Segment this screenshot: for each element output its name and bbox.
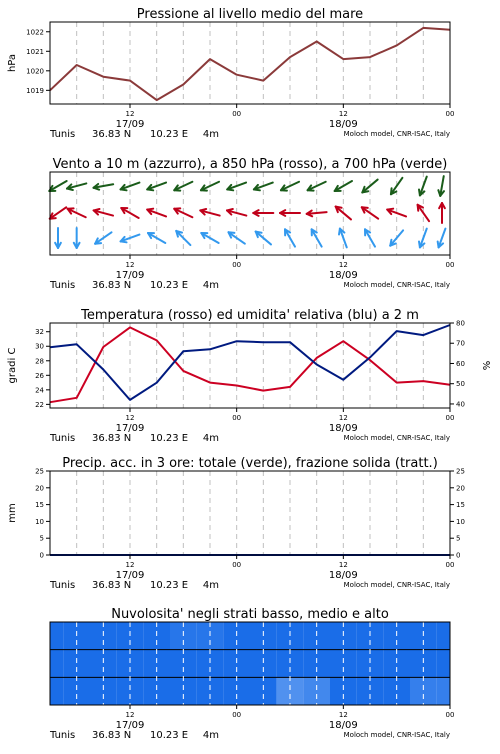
location-alt: 4m [203,433,219,444]
location-lon: 10.23 E [150,280,188,291]
x-date-label: 17/09 [116,570,145,581]
y-tick-label: 26 [35,372,44,380]
location-alt: 4m [203,580,219,591]
chart-title: Nuvolosita' negli strati basso, medio e alto [111,607,389,622]
model-credit: Moloch model, CNR-ISAC, Italy [344,434,450,442]
wind-arrow-head [94,209,100,210]
location-name: Tunis [49,280,75,291]
y-axis-label: hPa [7,54,18,72]
y-tick-label: 1021 [26,48,44,56]
wind-arrow [439,203,445,223]
cloud-cell [383,677,410,705]
y-tick-label: 32 [35,328,44,336]
y-right-tick-label: 80 [456,320,465,328]
y-right-tick-label: 60 [456,360,465,368]
x-tick-label: 12 [126,110,135,118]
y-right-tick-label: 50 [456,380,465,388]
x-tick-label: 12 [126,561,135,569]
y-right-tick-label: 25 [456,468,465,476]
location-name: Tunis [49,129,75,140]
y-right-tick-label: 10 [456,518,465,526]
cloud-cell [410,677,437,705]
x-date-label: 18/09 [329,270,358,281]
cloud-cell [277,677,304,705]
cloud-cell [143,677,170,705]
x-tick-label: 00 [446,711,455,719]
wind-arrow-head [362,207,368,208]
x-tick-label: 00 [232,711,241,719]
y-right-axis-label: % [482,361,493,371]
cloud-cell [330,677,357,705]
x-tick-label: 12 [339,110,348,118]
location-lon: 10.23 E [150,129,188,140]
y-right-tick-label: 0 [456,552,460,560]
y-tick-label: 22 [35,401,44,409]
wind-arrow [391,178,402,194]
x-date-label: 17/09 [116,423,145,434]
y-right-tick-label: 20 [456,484,465,492]
cloud-cell [117,677,144,705]
location-lon: 10.23 E [150,580,188,591]
wind-arrow-head [390,240,391,246]
wind-arrow-head [200,209,206,210]
wind-arrow [228,232,244,243]
x-tick-label: 12 [126,261,135,269]
wind-arrow-head [336,207,342,208]
location-lat: 36.83 N [92,129,131,140]
series-line-0 [50,28,450,100]
cloud-cell [50,650,63,678]
wind-arrow [55,228,61,248]
cloud-cell [197,677,224,705]
wind-arrow [256,232,271,245]
wind-arrow [438,176,444,196]
y-tick-label: 1020 [26,67,44,75]
wind-arrow-shaft [176,231,190,245]
plot-frame [50,323,450,408]
panel-3 [77,471,424,555]
cloud-cell [90,677,117,705]
wind-arrow [95,232,111,243]
y-tick-label: 28 [35,357,44,365]
plot-frame [50,22,450,104]
chart-title: Pressione al livello medio del mare [137,7,363,22]
location-lat: 36.83 N [92,730,131,741]
wind-arrow-head [438,241,439,247]
y-tick-label: 1022 [26,28,44,36]
y-right-tick-label: 40 [456,400,465,408]
location-alt: 4m [203,280,219,291]
x-tick-label: 00 [446,414,455,422]
x-date-label: 17/09 [116,720,145,731]
location-lat: 36.83 N [92,280,131,291]
y-tick-label: 10 [35,518,44,526]
wind-arrow-head [256,232,262,233]
x-tick-label: 00 [232,110,241,118]
cloud-cell [223,677,250,705]
wind-arrow [438,229,446,248]
y-tick-label: 25 [35,468,44,476]
x-date-label: 18/09 [329,720,358,731]
wind-arrow [201,233,218,243]
location-alt: 4m [203,129,219,140]
wind-arrow-head [147,209,153,210]
wind-arrow-head [227,209,233,210]
location-lon: 10.23 E [150,730,188,741]
cloud-cell [63,677,90,705]
x-tick-label: 00 [232,414,241,422]
wind-arrow [419,177,427,196]
y-tick-label: 30 [35,343,44,351]
x-date-label: 17/09 [116,270,145,281]
x-tick-label: 00 [446,561,455,569]
cloud-cell [250,677,277,705]
cloud-cell [437,677,450,705]
y-right-tick-label: 15 [456,501,465,509]
chart-title: Temperatura (rosso) ed umidita' relativa (blu) a 2 m [80,308,419,323]
cloud-cell [357,677,384,705]
y-tick-label: 0 [40,552,44,560]
wind-arrow [49,181,66,191]
x-tick-label: 12 [339,414,348,422]
model-credit: Moloch model, CNR-ISAC, Italy [344,581,450,589]
y-right-tick-label: 5 [456,535,460,543]
y-axis-label: gradi C [7,348,18,384]
chart-title: Precip. acc. in 3 ore: totale (verde), frazione solida (tratt.) [62,456,438,471]
x-tick-label: 12 [126,414,135,422]
wind-arrow [176,231,190,245]
x-tick-label: 12 [339,711,348,719]
wind-arrow [148,233,165,243]
x-tick-label: 12 [126,711,135,719]
wind-arrow-head [419,241,420,247]
x-tick-label: 12 [339,561,348,569]
chart-title: Vento a 10 m (azzurro), a 850 hPa (rosso), a 700 hPa (verde) [53,157,448,172]
x-tick-label: 00 [232,261,241,269]
cloud-cell [303,677,330,705]
x-date-label: 18/09 [329,423,358,434]
x-date-label: 18/09 [329,570,358,581]
cloud-cell [437,622,450,650]
x-tick-label: 00 [232,561,241,569]
location-lat: 36.83 N [92,433,131,444]
y-right-tick-label: 70 [456,340,465,348]
location-alt: 4m [203,730,219,741]
wind-arrow [74,228,80,248]
wind-arrow-head [438,190,440,196]
model-credit: Moloch model, CNR-ISAC, Italy [344,731,450,739]
location-name: Tunis [49,730,75,741]
y-tick-label: 24 [35,386,44,394]
cloud-cell [170,677,197,705]
location-lat: 36.83 N [92,580,131,591]
panel-0 [77,22,424,104]
wind-arrow [390,230,403,245]
wind-arrow [50,207,66,218]
location-lon: 10.23 E [150,433,188,444]
y-tick-label: 1019 [26,87,44,95]
model-credit: Moloch model, CNR-ISAC, Italy [344,281,450,289]
x-date-label: 18/09 [329,119,358,130]
x-tick-label: 12 [339,261,348,269]
cloud-cell [437,650,450,678]
wind-arrow-head [387,209,393,210]
y-tick-label: 15 [35,501,44,509]
wind-arrow [419,229,427,248]
location-name: Tunis [49,433,75,444]
x-date-label: 17/09 [116,119,145,130]
wind-arrow-head [228,232,234,233]
plot-frame [50,471,450,555]
cloud-cell [50,622,63,650]
model-credit: Moloch model, CNR-ISAC, Italy [344,130,450,138]
wind-arrow-head [391,188,392,194]
wind-arrow-head [419,189,420,195]
location-name: Tunis [49,580,75,591]
x-tick-label: 00 [446,261,455,269]
panel-2 [77,323,424,408]
y-tick-label: 20 [35,484,44,492]
cloud-cell [50,677,63,705]
x-tick-label: 00 [446,110,455,118]
y-axis-label: mm [7,503,18,522]
y-tick-label: 5 [40,535,44,543]
